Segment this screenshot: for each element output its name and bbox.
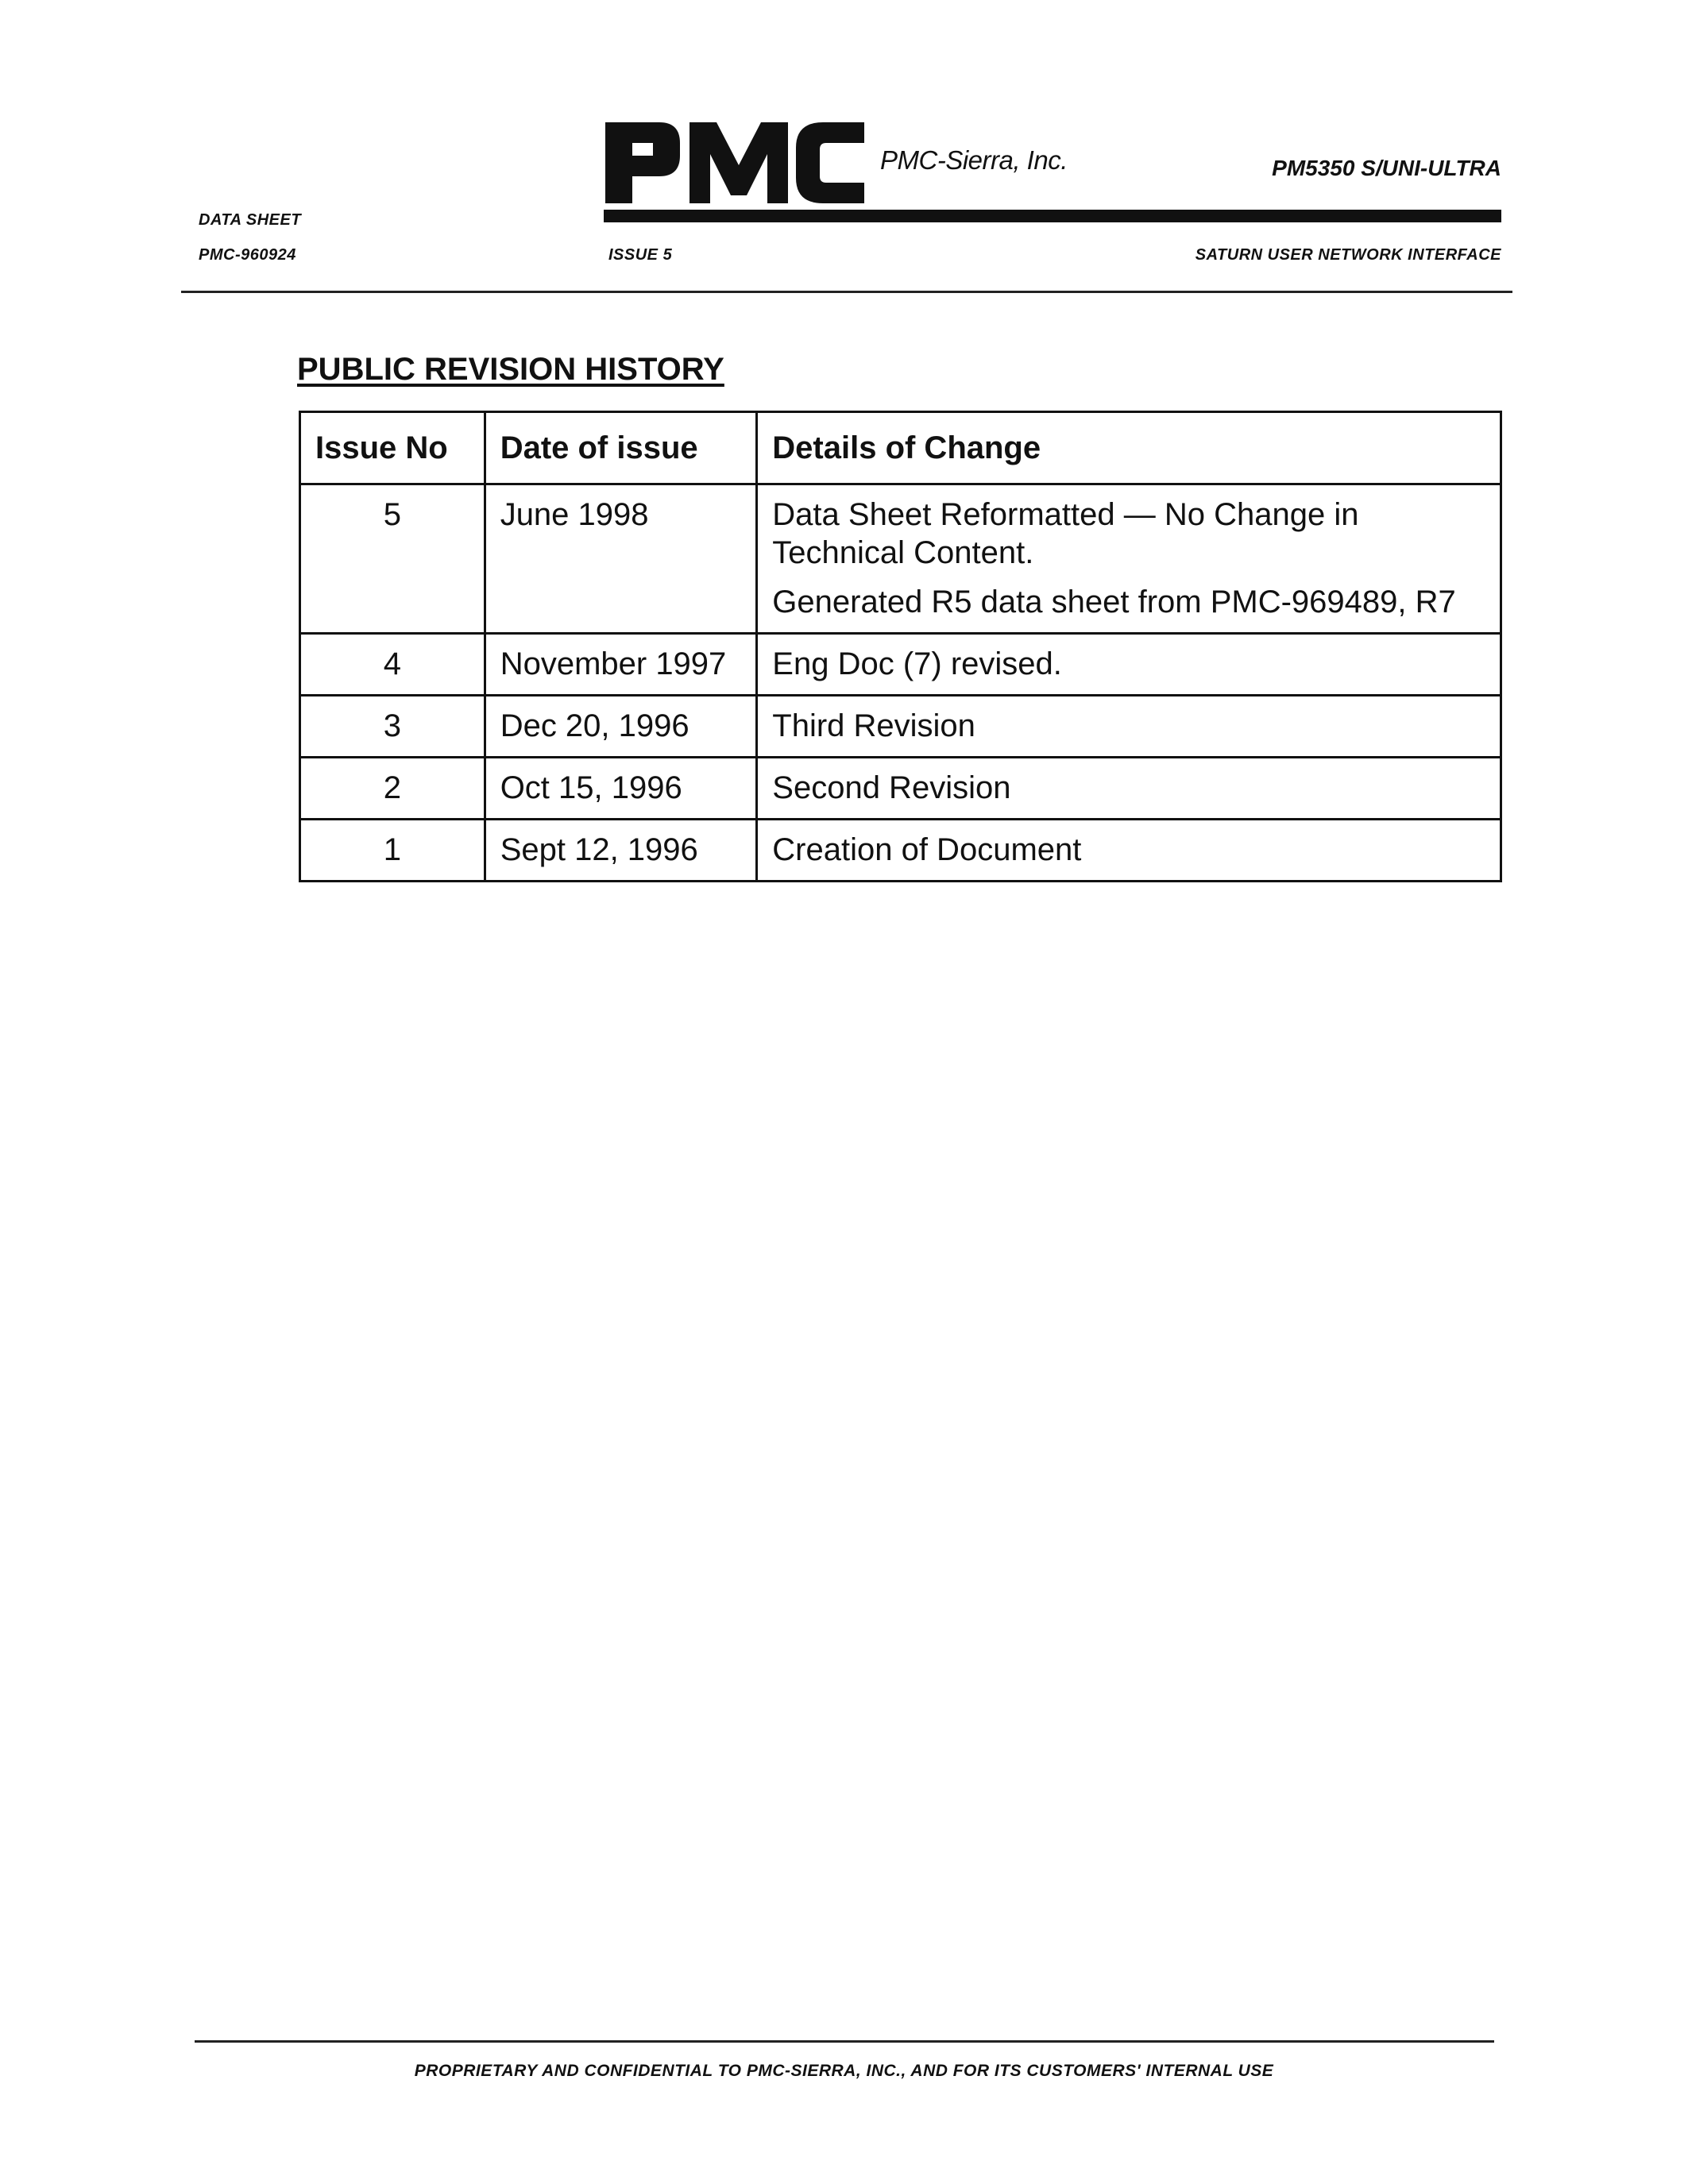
- footer-rule: [195, 2040, 1494, 2043]
- col-header-date: Date of issue: [485, 412, 757, 484]
- details-cell: Third Revision: [757, 696, 1501, 758]
- footer-text: PROPRIETARY AND CONFIDENTIAL TO PMC-SIERRA, INC., AND FOR ITS CUSTOMERS' INTERNAL USE: [414, 2062, 1274, 2080]
- logo: [604, 119, 866, 206]
- table-row: [300, 484, 1501, 634]
- details-cell: Creation of Document: [757, 820, 1501, 882]
- date-cell: Oct 15, 1996: [485, 758, 757, 820]
- table-row: [300, 634, 1501, 696]
- col-header-issue: Issue No: [300, 412, 485, 484]
- date-cell: November 1997: [485, 634, 757, 696]
- date-cell: Dec 20, 1996: [485, 696, 757, 758]
- issue-cell: 3: [300, 696, 485, 758]
- company-name: PMC-Sierra, Inc.: [880, 145, 1068, 175]
- doc-number: PMC-960924: [199, 246, 296, 264]
- logo-bar: [604, 210, 1501, 222]
- issue-cell: 1: [300, 820, 485, 882]
- issue-cell: 5: [300, 484, 485, 634]
- details-line: Generated R5 data sheet from PMC-969489, R7: [772, 585, 1456, 619]
- details-cell: [757, 484, 1501, 634]
- section-title: PUBLIC REVISION HISTORY: [297, 352, 724, 387]
- pmc-logo-icon: [604, 119, 866, 206]
- table-row: [300, 696, 1501, 758]
- issue-label: ISSUE 5: [608, 246, 673, 264]
- date-cell: Sept 12, 1996: [485, 820, 757, 882]
- issue-cell: 4: [300, 634, 485, 696]
- col-header-details: Details of Change: [757, 412, 1501, 484]
- issue-cell: 2: [300, 758, 485, 820]
- header-rule: [181, 291, 1512, 293]
- details-line: Data Sheet Reformatted — No Change in Technical Content.: [772, 497, 1359, 570]
- doc-type: DATA SHEET: [199, 211, 302, 229]
- product-name: SATURN USER NETWORK INTERFACE: [1195, 246, 1501, 264]
- details-cell: Eng Doc (7) revised.: [757, 634, 1501, 696]
- date-cell: June 1998: [485, 484, 757, 634]
- table-row: [300, 758, 1501, 820]
- table-row: [300, 820, 1501, 882]
- details-cell: Second Revision: [757, 758, 1501, 820]
- revision-table: [299, 411, 1502, 882]
- table-header-row: [300, 412, 1501, 484]
- part-number: PM5350 S/UNI-ULTRA: [1272, 156, 1501, 180]
